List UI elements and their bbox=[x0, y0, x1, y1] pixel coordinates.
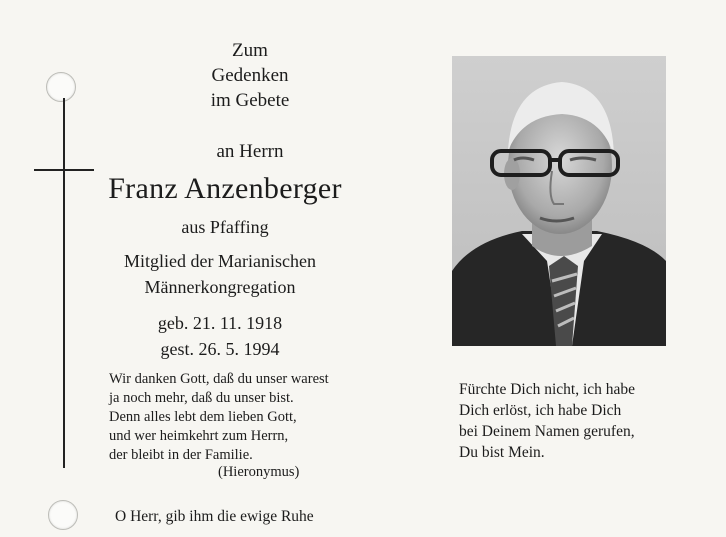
quote-line-1: Wir danken Gott, daß du unser warest bbox=[109, 371, 329, 387]
header-line-3: im Gebete bbox=[210, 90, 290, 111]
quote-line-4: und wer heimkehrt zum Herrn, bbox=[109, 428, 289, 444]
membership-line-2: Männerkongregation bbox=[144, 277, 296, 297]
cross-icon bbox=[63, 98, 65, 468]
deceased-name: Franz Anzenberger bbox=[108, 172, 342, 205]
quote-line-2: ja noch mehr, daß du unser bist. bbox=[109, 390, 294, 406]
quote-author: (Hieronymus) bbox=[218, 464, 300, 480]
punch-hole-bottom bbox=[48, 500, 78, 530]
cross-beam bbox=[34, 169, 94, 171]
birth-date: geb. 21. 11. 1918 bbox=[157, 313, 283, 333]
death-date: gest. 26. 5. 1994 bbox=[160, 339, 280, 359]
salutation: an Herrn bbox=[216, 141, 284, 162]
portrait-photo bbox=[452, 56, 666, 346]
verse-line-4: Du bist Mein. bbox=[459, 444, 545, 461]
quote-line-5: der bleibt in der Familie. bbox=[109, 447, 253, 463]
header-line-1: Zum bbox=[232, 40, 268, 61]
portrait-image bbox=[452, 56, 666, 346]
header-line-2: Gedenken bbox=[211, 65, 289, 86]
verse-line-1: Fürchte Dich nicht, ich habe bbox=[459, 381, 636, 398]
verse-line-2: Dich erlöst, ich habe Dich bbox=[459, 402, 622, 419]
membership-line-1: Mitglied der Marianischen bbox=[124, 251, 316, 271]
origin: aus Pfaffing bbox=[181, 217, 269, 237]
verse-line-3: bei Deinem Namen gerufen, bbox=[459, 423, 635, 440]
punch-hole-top bbox=[46, 72, 76, 102]
quote-line-3: Denn alles lebt dem lieben Gott, bbox=[109, 409, 297, 425]
closing-prayer: O Herr, gib ihm die ewige Ruhe bbox=[115, 508, 314, 525]
